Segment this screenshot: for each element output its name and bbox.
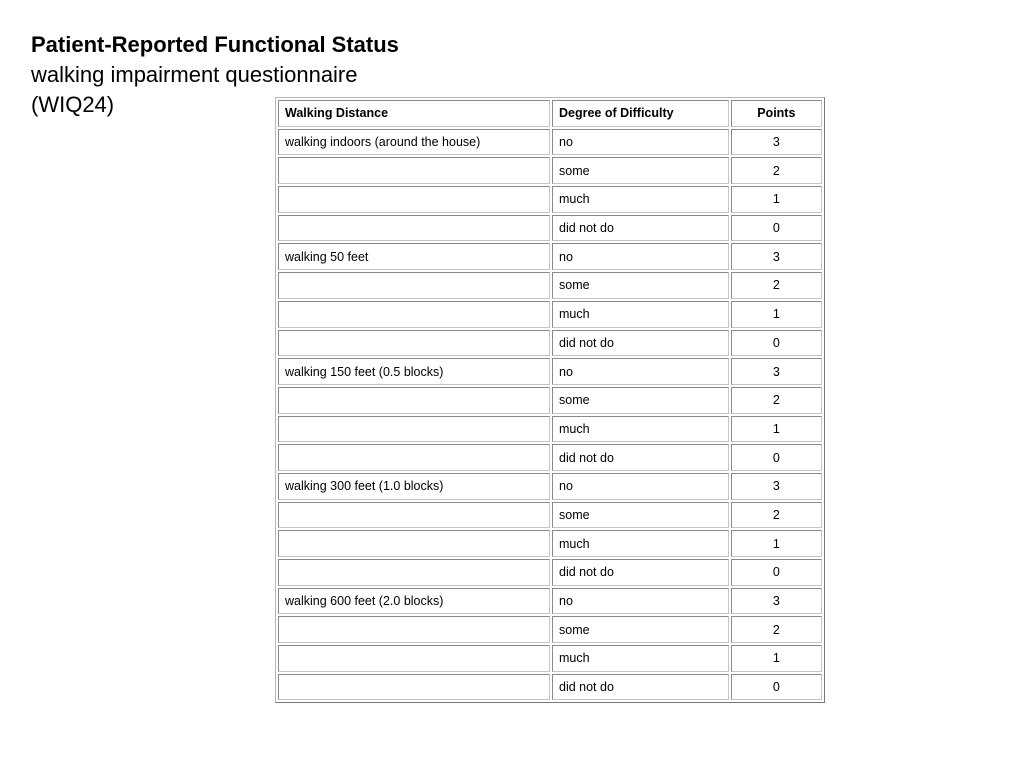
cell-walking-distance [278,301,550,328]
cell-degree-of-difficulty: did not do [552,215,729,242]
table-row [278,243,822,270]
cell-degree-of-difficulty: no [552,588,729,615]
cell-walking-distance [278,387,550,414]
cell-degree-of-difficulty: much [552,645,729,672]
cell-points: 0 [731,215,822,242]
table-row [278,473,822,500]
cell-degree-of-difficulty: some [552,502,729,529]
cell-walking-distance [278,186,550,213]
table-row [278,559,822,586]
cell-degree-of-difficulty: some [552,387,729,414]
table-row [278,157,822,184]
cell-points: 2 [731,387,822,414]
cell-points: 2 [731,272,822,299]
wiq-table [275,97,825,703]
table-row [278,530,822,557]
table-row [278,616,822,643]
table-row [278,301,822,328]
page-subtitle-acronym: (WIQ24) [31,92,115,117]
wiq-table-container [275,97,825,703]
cell-degree-of-difficulty: much [552,416,729,443]
cell-points: 2 [731,616,822,643]
cell-walking-distance [278,444,550,471]
table-row [278,502,822,529]
table-row [278,588,822,615]
cell-points: 2 [731,157,822,184]
cell-degree-of-difficulty: much [552,301,729,328]
cell-walking-distance: walking 300 feet (1.0 blocks) [278,473,550,500]
cell-points: 1 [731,645,822,672]
table-row [278,330,822,357]
cell-degree-of-difficulty: much [552,186,729,213]
cell-walking-distance [278,330,550,357]
header-degree-of-difficulty: Degree of Difficulty [552,100,729,127]
cell-walking-distance [278,215,550,242]
cell-walking-distance [278,530,550,557]
cell-degree-of-difficulty: did not do [552,559,729,586]
cell-walking-distance [278,674,550,701]
table-row [278,272,822,299]
cell-points: 3 [731,588,822,615]
cell-degree-of-difficulty: did not do [552,330,729,357]
table-header-row [278,100,822,127]
cell-walking-distance: walking 50 feet [278,243,550,270]
cell-points: 2 [731,502,822,529]
cell-degree-of-difficulty: much [552,530,729,557]
cell-walking-distance [278,645,550,672]
cell-points: 1 [731,186,822,213]
cell-points: 3 [731,473,822,500]
cell-points: 1 [731,530,822,557]
cell-walking-distance [278,559,550,586]
table-row [278,215,822,242]
cell-degree-of-difficulty: some [552,616,729,643]
cell-points: 0 [731,330,822,357]
cell-walking-distance [278,616,550,643]
table-row [278,416,822,443]
cell-points: 1 [731,416,822,443]
cell-walking-distance [278,272,550,299]
table-row [278,645,822,672]
cell-degree-of-difficulty: did not do [552,444,729,471]
page-subtitle: walking impairment questionnaire [31,62,358,87]
cell-walking-distance [278,157,550,184]
cell-walking-distance [278,502,550,529]
cell-points: 0 [731,674,822,701]
cell-degree-of-difficulty: some [552,157,729,184]
cell-points: 0 [731,444,822,471]
cell-walking-distance: walking 150 feet (0.5 blocks) [278,358,550,385]
cell-degree-of-difficulty: did not do [552,674,729,701]
header-points: Points [731,100,822,127]
table-body [278,129,822,701]
cell-degree-of-difficulty: no [552,243,729,270]
table-row [278,674,822,701]
cell-degree-of-difficulty: some [552,272,729,299]
table-row [278,444,822,471]
cell-points: 1 [731,301,822,328]
cell-degree-of-difficulty: no [552,129,729,156]
cell-degree-of-difficulty: no [552,473,729,500]
cell-walking-distance: walking 600 feet (2.0 blocks) [278,588,550,615]
cell-points: 0 [731,559,822,586]
cell-degree-of-difficulty: no [552,358,729,385]
cell-points: 3 [731,243,822,270]
cell-points: 3 [731,358,822,385]
table-row [278,387,822,414]
cell-points: 3 [731,129,822,156]
cell-walking-distance: walking indoors (around the house) [278,129,550,156]
page-title: Patient-Reported Functional Status [31,32,399,57]
cell-walking-distance [278,416,550,443]
table-row [278,129,822,156]
table-row [278,358,822,385]
table-row [278,186,822,213]
header-walking-distance: Walking Distance [278,100,550,127]
